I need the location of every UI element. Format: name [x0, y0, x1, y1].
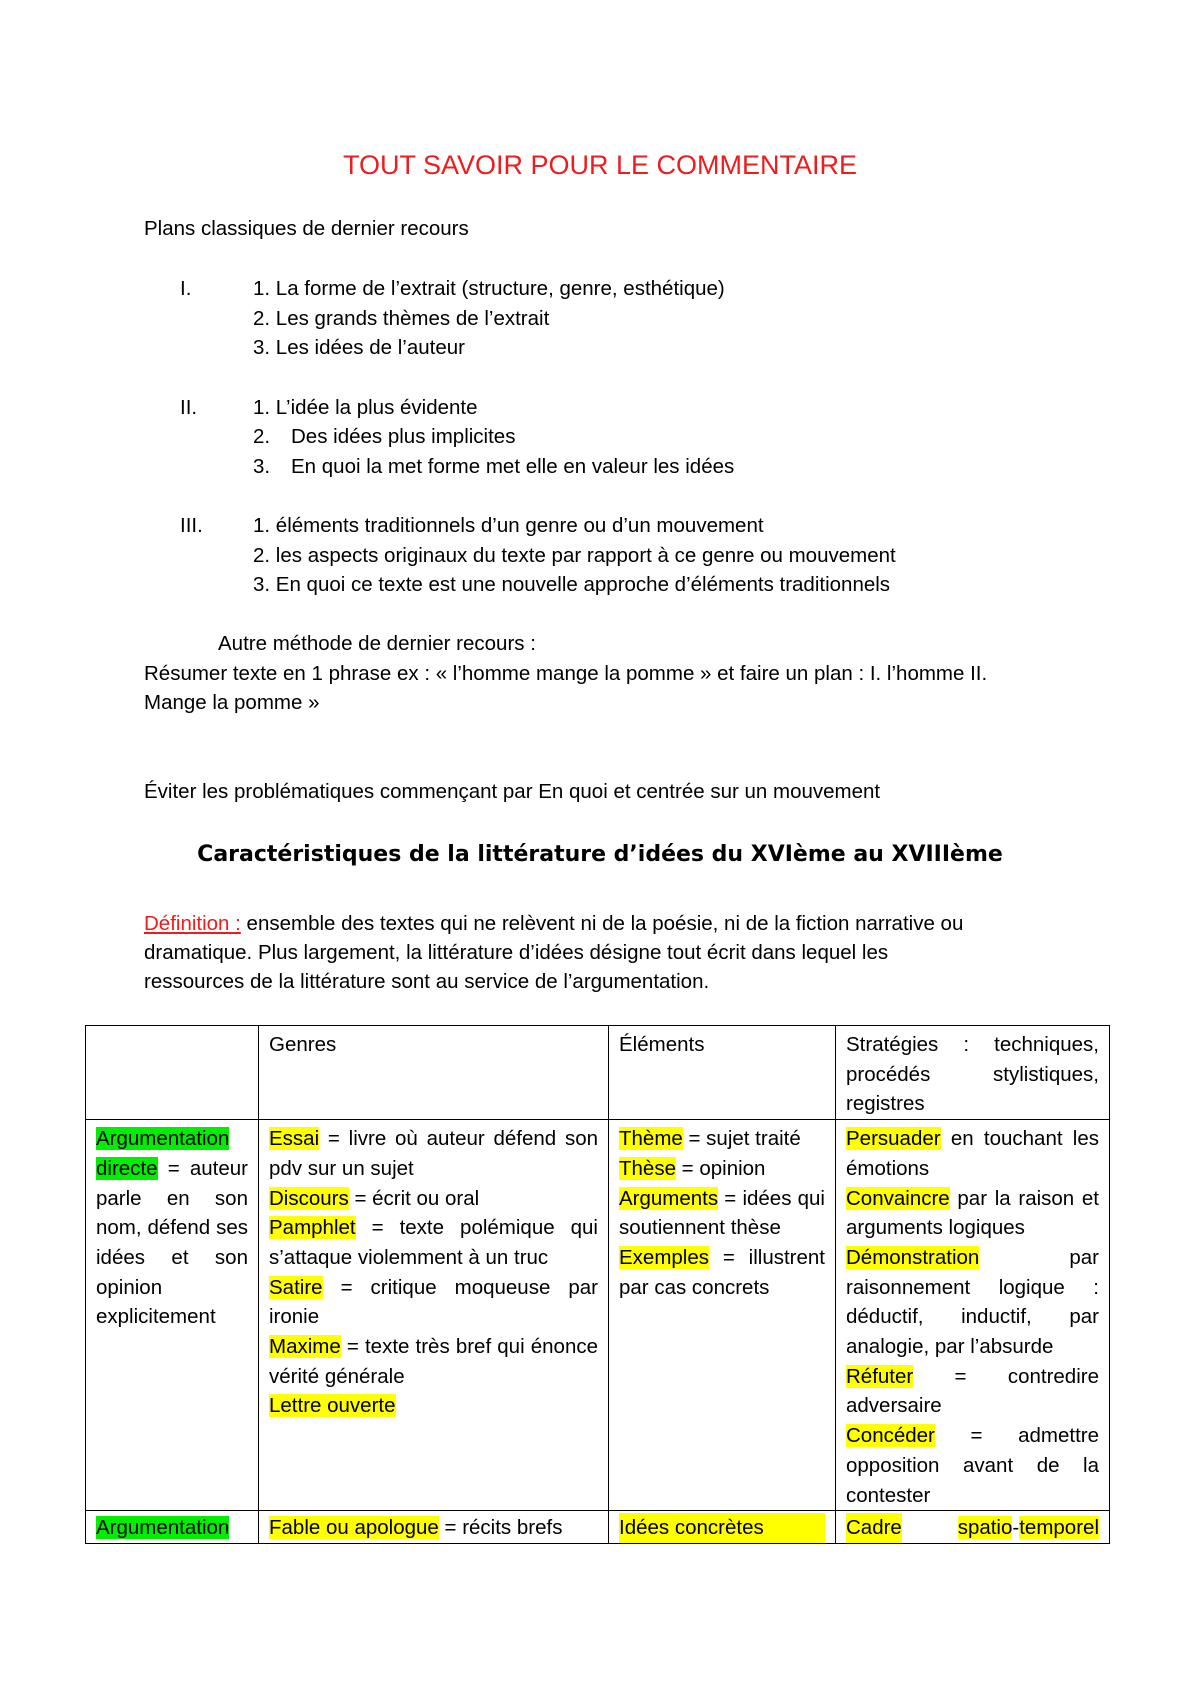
highlight-refuter: Réfuter — [846, 1364, 914, 1388]
plan-2-item-2-number: 2. — [253, 425, 271, 448]
eviter-text: Éviter les problématiques commençant par En quoi et centrée sur un mouvement — [144, 780, 881, 803]
highlight-satire: Satire — [269, 1275, 323, 1299]
header-cell-genres: Genres — [259, 1026, 609, 1120]
argumentation-directe-definition: = auteur parle en son nom, défend ses idées et son opinion explicitement — [96, 1156, 248, 1329]
cell-strategies — [836, 1120, 1110, 1511]
plan-1-item-2: 2. Les grands thèmes de l’extrait — [253, 307, 550, 330]
plan-2-item-2-text: Des idées plus implicites — [291, 425, 516, 448]
cell-argumentation-directe — [86, 1120, 259, 1511]
page-title: TOUT SAVOIR POUR LE COMMENTAIRE — [342, 150, 858, 180]
resumer-line-2: Mange la pomme » — [144, 691, 320, 714]
highlight-temporel: temporel — [1019, 1516, 1099, 1540]
refuter-definition: = contredire adversaire — [846, 1364, 1099, 1418]
theme-definition: = sujet traité — [682, 1127, 801, 1151]
persuader-definition: en touchant les émotions — [846, 1127, 1099, 1180]
highlight-idees-concretes: Idées concrètes — [619, 1513, 825, 1543]
plan-1-item-3: 3. Les idées de l’auteur — [253, 336, 465, 359]
definition-line-2: dramatique. Plus largement, la littérature d’idées désigne tout écrit dans lequel les — [144, 941, 889, 964]
highlight-cadre: Cadre — [846, 1513, 902, 1543]
highlight-demonstration: Démonstration — [846, 1245, 980, 1269]
highlight-exemples: Exemples — [619, 1245, 710, 1269]
highlight-theme: Thème — [619, 1127, 683, 1151]
header-cell-elements: Éléments — [609, 1026, 836, 1120]
conceder-definition: = admettre opposition avant de la contester — [846, 1424, 1099, 1507]
definition-label: Définition : — [144, 912, 241, 935]
cell-elements — [609, 1120, 836, 1511]
highlight-maxime: Maxime — [269, 1335, 341, 1359]
plan-2-item-1: 1. L’idée la plus évidente — [253, 396, 478, 419]
exemples-definition: = illustrent par cas concrets — [619, 1245, 825, 1299]
highlight-these: Thèse — [619, 1156, 676, 1180]
definition-line-3: ressources de la littérature sont au service de l’argumentation. — [144, 970, 710, 993]
roman-numeral-1: I. — [180, 277, 192, 300]
table-row — [86, 1511, 1110, 1544]
plans-heading: Plans classiques de dernier recours — [144, 217, 469, 240]
demonstration-definition: par raisonnement logique : déductif, inductif, par analogie, par l’absurde — [846, 1245, 1099, 1359]
essai-definition: = livre où auteur défend son pdv sur un sujet — [269, 1127, 598, 1180]
highlight-pamphlet: Pamphlet — [269, 1216, 356, 1240]
plan-2-item-3-text: En quoi la met forme met elle en valeur les idées — [291, 455, 735, 478]
highlight-essai: Essai — [269, 1127, 320, 1151]
plan-3-item-1: 1. éléments traditionnels d’un genre ou d’un mouvement — [253, 514, 764, 537]
highlight-argumentation-directe: Argumentation directe — [96, 1127, 230, 1180]
cell-argumentation-indirecte — [86, 1511, 259, 1544]
resumer-line-1: Résumer texte en 1 phrase ex : « l’homme mange la pomme » et faire un plan : I. l’homme II. — [144, 662, 988, 685]
discours-definition: = écrit ou oral — [348, 1186, 480, 1210]
cell-cadre — [836, 1511, 1110, 1544]
arguments-definition: = idées qui soutiennent thèse — [619, 1186, 825, 1240]
table-row — [86, 1120, 1110, 1511]
highlight-arguments: Arguments — [619, 1186, 719, 1210]
table-header-row — [86, 1026, 1110, 1120]
highlight-conceder: Concéder — [846, 1424, 935, 1448]
cell-genres — [259, 1120, 609, 1511]
characteristics-table — [85, 1025, 1110, 1544]
roman-numeral-3: III. — [180, 514, 203, 537]
plan-3-item-3: 3. En quoi ce texte est une nouvelle approche d’éléments traditionnels — [253, 573, 891, 596]
highlight-fable-apologue: Fable ou apologue — [269, 1516, 439, 1540]
highlight-convaincre: Convaincre — [846, 1186, 950, 1210]
highlight-discours: Discours — [269, 1186, 349, 1210]
maxime-definition: = texte très bref qui énonce vérité générale — [269, 1335, 598, 1388]
autre-methode: Autre méthode de dernier recours : — [218, 632, 536, 655]
convaincre-definition: par la raison et arguments logiques — [846, 1186, 1099, 1240]
plan-1-item-1: 1. La forme de l’extrait (structure, genre, esthétique) — [253, 277, 725, 300]
cadre-line: Cadre spatio-temporel — [846, 1513, 1099, 1543]
highlight-spatio: spatio — [957, 1516, 1013, 1540]
pamphlet-definition: = texte polémique qui s’attaque violemment à un truc — [269, 1216, 598, 1269]
plan-2-item-3-number: 3. — [253, 455, 271, 478]
roman-numeral-2: II. — [180, 396, 198, 419]
definition-line-1 — [144, 910, 963, 938]
header-cell-strategies: Stratégies : techniques, procédés stylistiques, registres — [836, 1026, 1110, 1120]
header-cell-empty — [86, 1026, 259, 1120]
highlight-persuader: Persuader — [846, 1127, 941, 1151]
highlight-argumentation: Argumentation — [96, 1516, 230, 1540]
plan-3-item-2: 2. les aspects originaux du texte par rapport à ce genre ou mouvement — [253, 544, 896, 567]
fable-definition: = récits brefs — [438, 1516, 563, 1540]
satire-definition: = critique moqueuse par ironie — [269, 1275, 598, 1329]
cell-idees-concretes — [609, 1511, 836, 1544]
these-definition: = opinion — [675, 1156, 766, 1180]
cell-fable — [259, 1511, 609, 1544]
definition-text-1: ensemble des textes qui ne relèvent ni de la poésie, ni de la fiction narrative ou — [240, 912, 964, 935]
section-subtitle: Caractéristiques de la littérature d’idées du XVIème au XVIIIème — [197, 842, 1003, 867]
highlight-lettre-ouverte: Lettre ouverte — [269, 1394, 396, 1418]
